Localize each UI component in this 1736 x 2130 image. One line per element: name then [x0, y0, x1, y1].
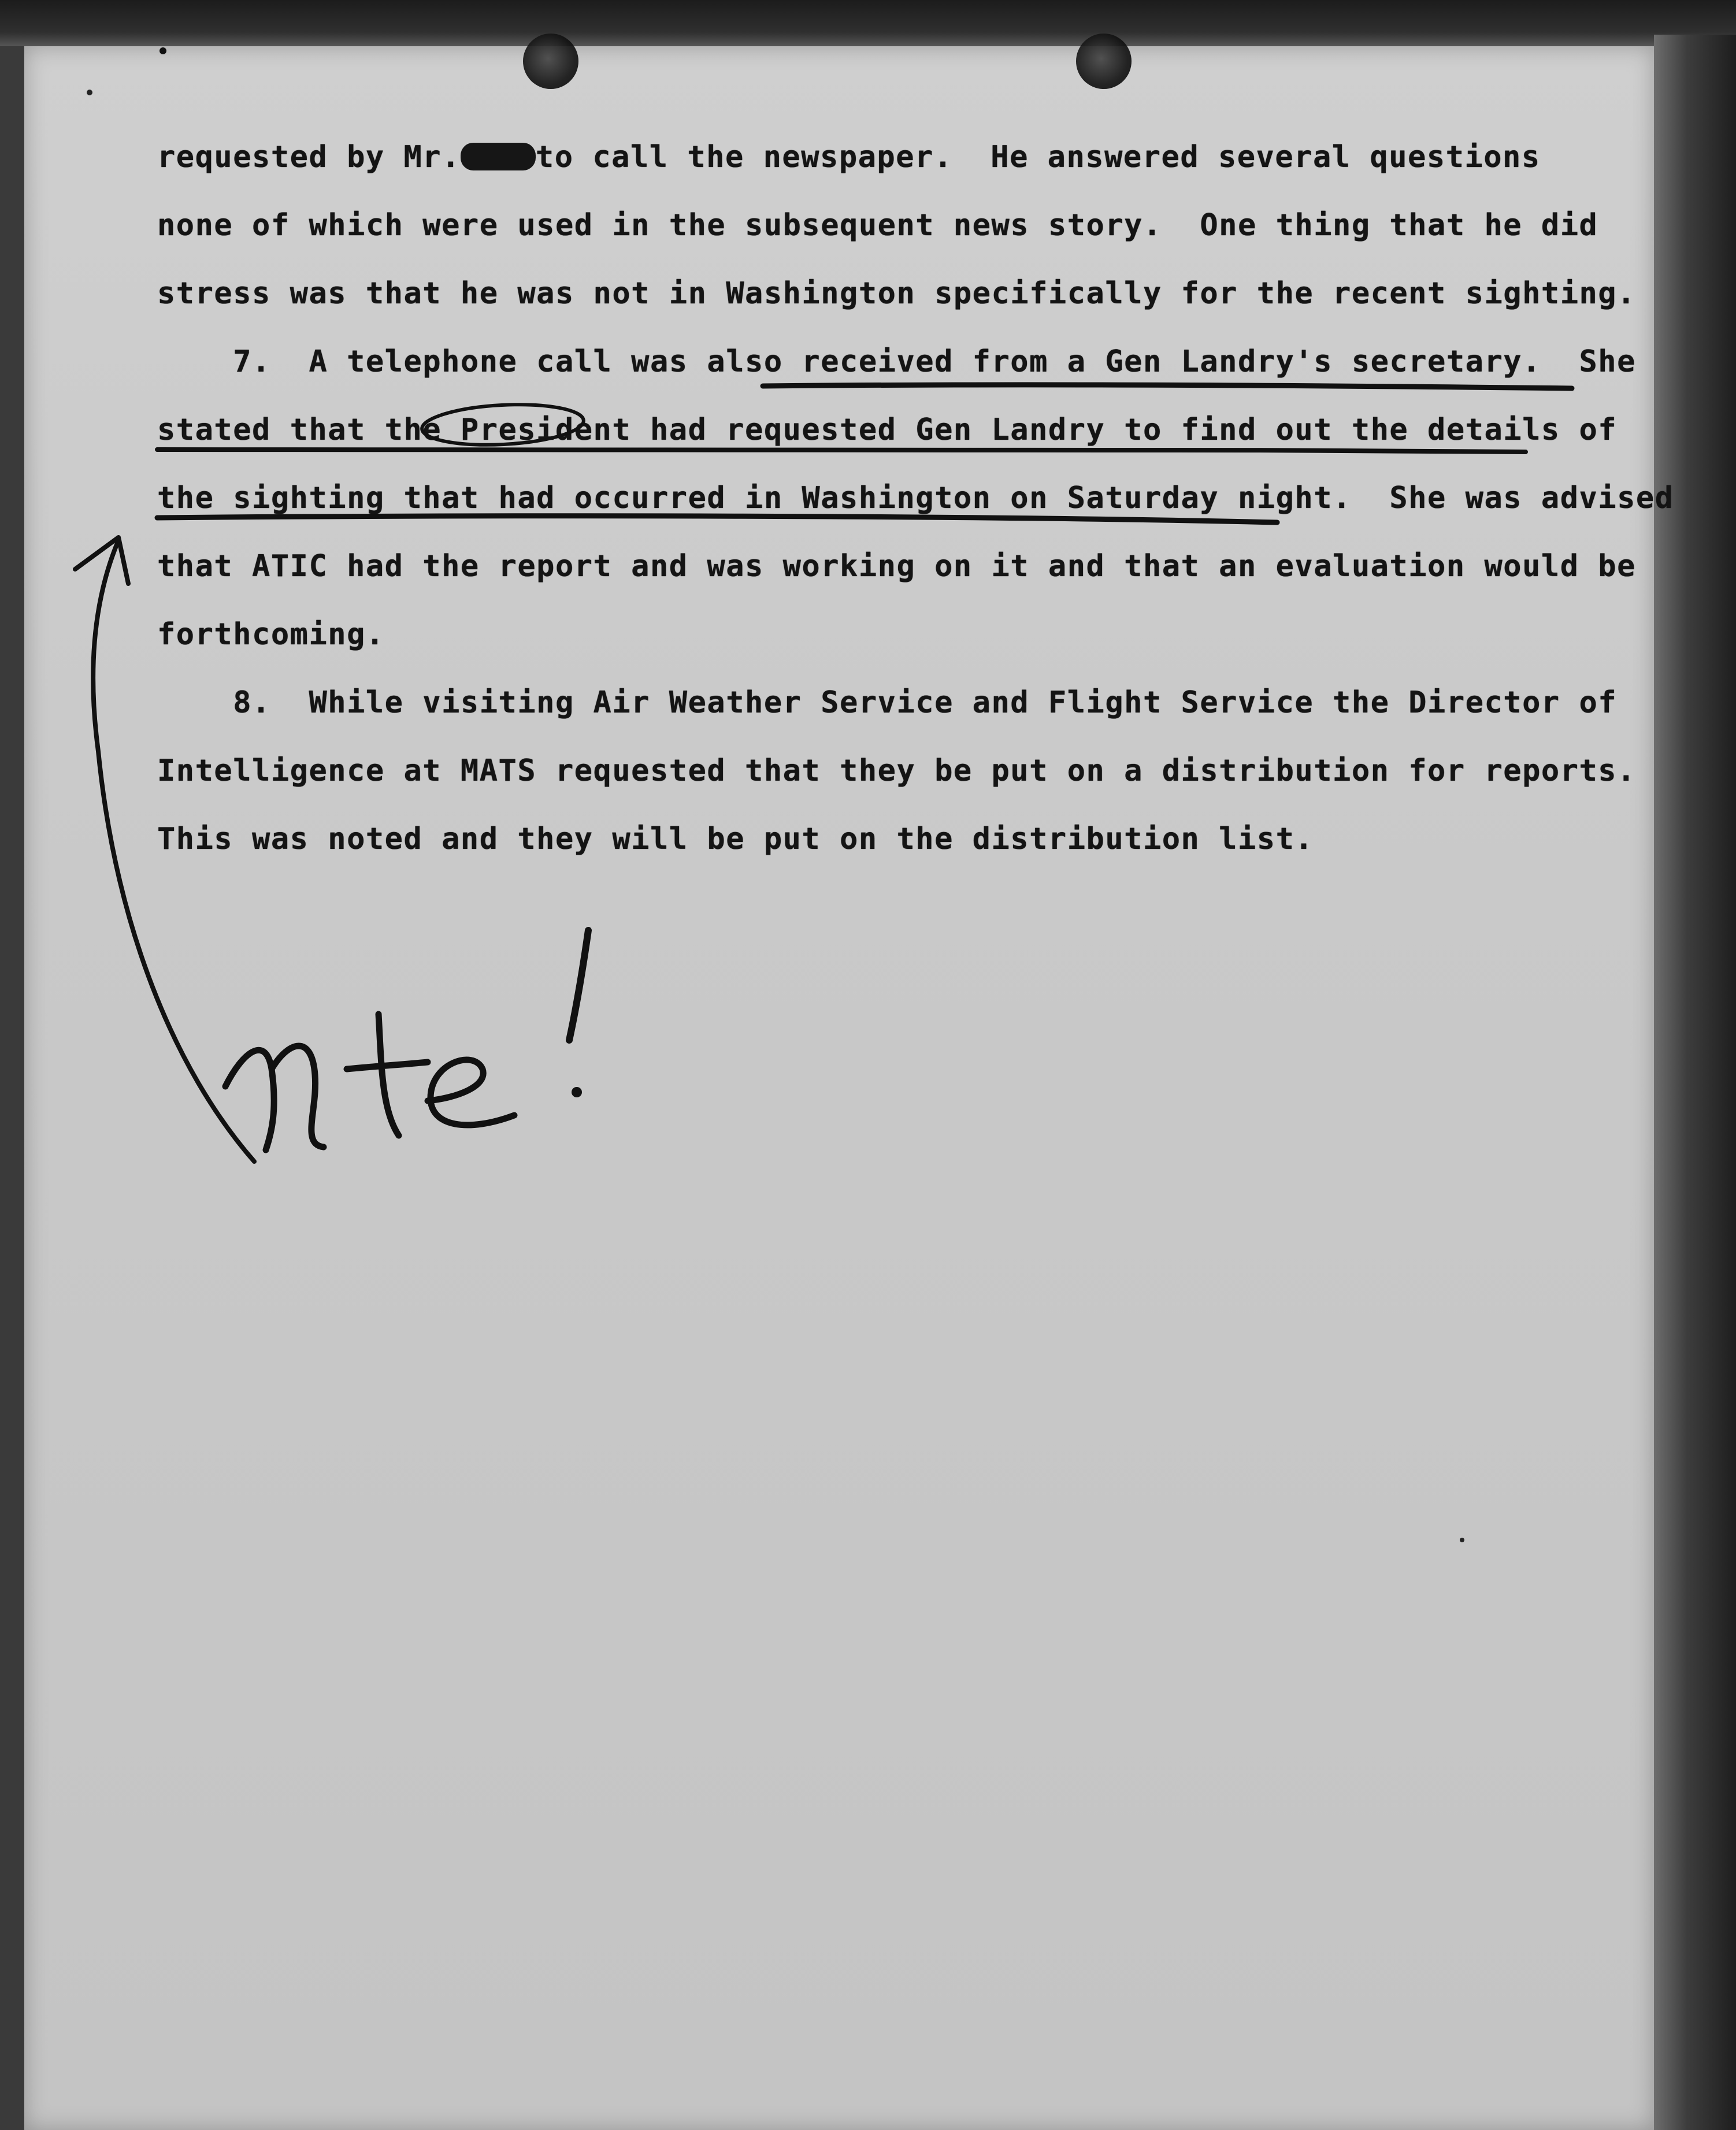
- paragraph-8-line-3: This was noted and they will be put on the distribution list.: [157, 822, 1314, 856]
- pen-arrowhead: [75, 537, 128, 584]
- pen-underline-3: [157, 516, 1277, 522]
- dust-speck: [87, 90, 92, 95]
- note-exclamation-dot: [572, 1087, 582, 1097]
- paragraph-8-line-2: Intelligence at MATS requested that they be put on a distribution for reports.: [157, 754, 1636, 788]
- line-1-start: requested by Mr.: [157, 140, 461, 175]
- pen-arrow-line: [93, 540, 254, 1162]
- paragraph-7-line-5: forthcoming.: [157, 617, 385, 652]
- note-exclamation: [569, 930, 588, 1040]
- dust-speck: [1460, 1538, 1464, 1542]
- note-letter-e: [428, 1060, 514, 1125]
- note-letter-n: [225, 1046, 324, 1150]
- note-letter-t: [347, 1014, 428, 1135]
- document-line-2: none of which were used in the subsequent news story. One thing that he did: [157, 208, 1598, 243]
- paragraph-7-line-3: the sighting that had occurred in Washington on Saturday night. She was advised: [157, 481, 1674, 515]
- line-1-end: to call the newspaper. He answered several questions: [535, 140, 1541, 175]
- pen-underline-2: [157, 448, 1526, 452]
- paragraph-7-line-4: that ATIC had the report and was working on it and that an evaluation would be: [157, 549, 1636, 584]
- paragraph-8-line-1: 8. While visiting Air Weather Service and Flight Service the Director of: [157, 685, 1618, 720]
- paragraph-7-line-2: stated that the President had requested Gen Landry to find out the details of: [157, 413, 1618, 447]
- paragraph-7-line-1: 7. A telephone call was also received from a Gen Landry's secretary. She: [157, 344, 1636, 379]
- pen-circle-president: [421, 401, 584, 449]
- dust-speck: [159, 47, 166, 54]
- document-line-3: stress was that he was not in Washington specifically for the recent sighting.: [157, 276, 1636, 311]
- pen-underline-1: [763, 385, 1572, 388]
